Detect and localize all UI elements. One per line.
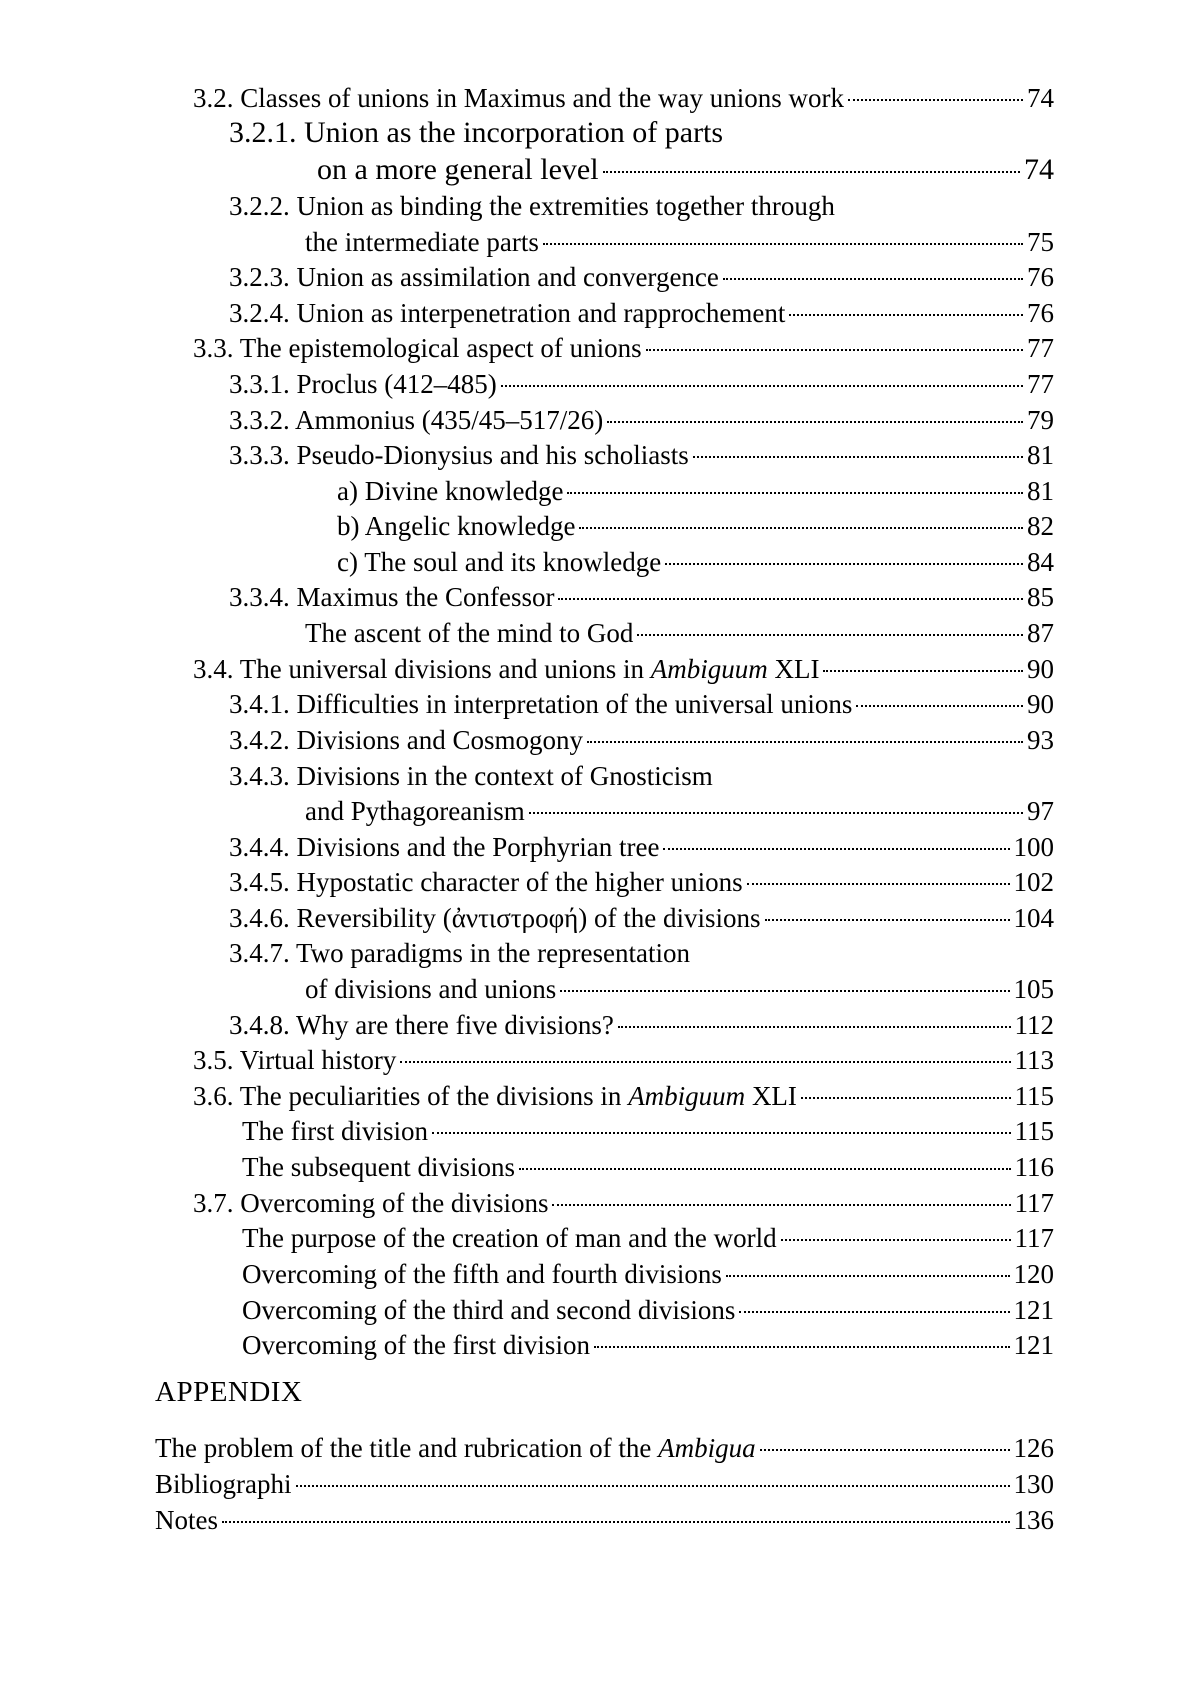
page-number: 113 <box>1014 1045 1054 1075</box>
toc-entry <box>337 544 1054 580</box>
toc-entry <box>229 366 1054 402</box>
page-number: 120 <box>1013 1259 1054 1289</box>
toc-entry <box>229 259 1054 295</box>
entry-title-text: 3.3.3. Pseudo-Dionysius and his scholiasts <box>229 440 689 470</box>
entry-title-text: 3.3.2. Ammonius (435/45–517/26) <box>229 405 604 435</box>
toc-entry <box>193 1042 1054 1078</box>
toc-entry-first-line: 3.2.1. Union as the incorporation of parts <box>229 116 724 149</box>
toc-entry-title <box>229 864 743 900</box>
entry-title-text: 3.4.2. Divisions and Cosmogony <box>229 725 584 755</box>
entry-title-italic: Ambiguum <box>628 1081 746 1111</box>
page-number: 85 <box>1027 582 1054 612</box>
entry-title-text: 3.4.4. Divisions and the Porphyrian tree <box>229 832 660 862</box>
toc-entry-first-line: 3.4.3. Divisions in the context of Gnosticism <box>229 761 713 791</box>
appendix-entry <box>155 1430 1054 1466</box>
entry-title-text: The first division <box>242 1116 428 1146</box>
page-number: 81 <box>1027 476 1054 506</box>
toc-entry <box>229 686 1054 722</box>
toc-entry-title <box>229 900 761 936</box>
dot-leader <box>789 314 1023 316</box>
entry-title-text: 3.3. The epistemological aspect of unions <box>193 333 642 363</box>
toc-entry <box>229 829 1054 865</box>
dot-leader <box>726 1275 1010 1277</box>
toc-entry <box>242 1292 1054 1328</box>
toc-entry-title <box>242 1327 590 1363</box>
toc-entry <box>229 295 1054 331</box>
toc-entry-first-line: 3.4.7. Two paradigms in the representation <box>229 938 691 968</box>
entry-title-text: 3.7. Overcoming of the divisions <box>193 1188 549 1218</box>
toc-entry-title <box>242 1149 515 1185</box>
page-number: 75 <box>1027 227 1054 257</box>
dot-leader <box>765 919 1010 921</box>
page-number: 81 <box>1027 440 1054 470</box>
entry-title-text: 3.3.4. Maximus the Confessor <box>229 582 555 612</box>
dot-leader <box>552 1204 1010 1206</box>
dot-leader <box>529 812 1023 814</box>
dot-leader <box>558 598 1023 600</box>
dot-leader <box>739 1311 1009 1313</box>
page-number: 104 <box>1013 903 1054 933</box>
entry-title-text: Overcoming of the fifth and fourth divisions <box>242 1259 722 1289</box>
toc-entry-title <box>229 402 603 438</box>
entry-title-text: Overcoming of the first division <box>242 1330 590 1360</box>
dot-leader <box>693 456 1023 458</box>
dot-leader <box>856 705 1023 707</box>
page-number: 102 <box>1013 867 1054 897</box>
page-number: 97 <box>1027 796 1054 826</box>
toc-entry <box>305 615 1054 651</box>
toc-entry-title <box>337 508 575 544</box>
toc-entry-title <box>305 971 556 1007</box>
toc-entry <box>242 1149 1054 1185</box>
appendix-heading: APPENDIX <box>155 1376 303 1408</box>
entry-title-text: c) The soul and its knowledge <box>337 547 662 577</box>
entry-title-text: 3.4.1. Difficulties in interpretation of the universal unions <box>229 689 853 719</box>
toc-entry <box>337 473 1054 509</box>
entry-title-text: 3.2.4. Union as interpenetration and rapprochement <box>229 298 786 328</box>
page-number: 90 <box>1027 654 1054 684</box>
dot-leader <box>781 1239 1011 1241</box>
toc-entry-title <box>229 829 659 865</box>
appendix-entry-title <box>155 1430 756 1466</box>
page-number: 93 <box>1027 725 1054 755</box>
page-number: 117 <box>1014 1188 1054 1218</box>
page-number: 126 <box>1013 1433 1054 1463</box>
page-number: 112 <box>1014 1010 1054 1040</box>
toc-entry <box>305 224 1054 260</box>
dot-leader <box>618 1026 1011 1028</box>
entry-title-text: on a more general level <box>317 153 599 186</box>
entry-title-text: 3.4.6. Reversibility (ἀντιστροφή) of the divisions <box>229 903 761 933</box>
toc-entry-title <box>229 366 497 402</box>
entry-title-text: Bibliographi <box>155 1469 292 1499</box>
toc-entry-title <box>337 473 563 509</box>
toc-entry <box>337 508 1054 544</box>
entry-title-text: a) Divine knowledge <box>337 476 564 506</box>
dot-leader <box>646 349 1023 351</box>
appendix-entry <box>155 1502 1054 1538</box>
toc-entry-title <box>242 1220 777 1256</box>
dot-leader <box>560 990 1009 992</box>
page-number: 87 <box>1027 618 1054 648</box>
page-number: 74 <box>1024 153 1054 186</box>
dot-leader <box>594 1346 1010 1348</box>
entry-title-suffix: XLI <box>745 1081 797 1111</box>
page-number: 90 <box>1027 689 1054 719</box>
dot-leader <box>579 527 1023 529</box>
toc-entry-title <box>229 259 719 295</box>
toc-entry <box>229 1007 1054 1043</box>
page-number: 121 <box>1013 1295 1054 1325</box>
dot-leader <box>663 848 1009 850</box>
entry-title-text: The problem of the title and rubrication of the <box>155 1433 659 1463</box>
toc-entry-title <box>229 686 852 722</box>
toc-entry-title <box>337 544 661 580</box>
dot-leader <box>543 243 1023 245</box>
page-number: 105 <box>1013 974 1054 1004</box>
toc-entry <box>229 864 1054 900</box>
entry-title-text: 3.3.1. Proclus (412–485) <box>229 369 497 399</box>
toc-entry <box>193 651 1054 687</box>
page-number: 100 <box>1013 832 1054 862</box>
entry-title-text: 3.2.3. Union as assimilation and convergence <box>229 262 719 292</box>
entry-title-text: Overcoming of the third and second divisions <box>242 1295 736 1325</box>
entry-title-text: 3.5. Virtual history <box>193 1045 397 1075</box>
entry-title-text: the intermediate parts <box>305 227 539 257</box>
toc-entry <box>242 1327 1054 1363</box>
dot-leader <box>823 670 1023 672</box>
page-number: 117 <box>1014 1223 1054 1253</box>
entry-title-text: The ascent of the mind to God <box>305 618 634 648</box>
dot-leader <box>501 385 1023 387</box>
entry-title-suffix: XLI <box>767 654 820 684</box>
page-number: 79 <box>1027 405 1054 435</box>
toc-entry-title <box>193 330 642 366</box>
toc-entry-title <box>229 295 785 331</box>
entry-title-text: 3.4.5. Hypostatic character of the higher unions <box>229 867 743 897</box>
dot-leader <box>665 563 1023 565</box>
appendix-entry-title <box>155 1466 292 1502</box>
entry-title-text: 3.4.8. Why are there five divisions? <box>229 1010 614 1040</box>
dot-leader <box>603 171 1020 173</box>
toc-entry-title <box>242 1292 735 1328</box>
toc-entry-title <box>193 1078 797 1114</box>
toc-entry-title <box>193 651 819 687</box>
dot-leader <box>587 741 1023 743</box>
toc-entry <box>229 402 1054 438</box>
page-number: 76 <box>1027 298 1054 328</box>
toc-entry-title <box>193 1042 396 1078</box>
dot-leader <box>607 421 1023 423</box>
toc-entry <box>193 1185 1054 1221</box>
entry-title-text: and Pythagoreanism <box>305 796 525 826</box>
toc-entry-title <box>229 579 554 615</box>
toc-entry-title <box>193 80 844 116</box>
toc-entry <box>317 152 1054 188</box>
toc-entry <box>242 1256 1054 1292</box>
toc-entry <box>305 793 1054 829</box>
toc-entry-title <box>229 722 583 758</box>
toc-entry <box>229 900 1054 936</box>
dot-leader <box>801 1097 1011 1099</box>
toc-entry-title <box>242 1256 722 1292</box>
dot-leader <box>296 1485 1010 1487</box>
page-number: 76 <box>1027 262 1054 292</box>
page-number: 77 <box>1027 369 1054 399</box>
appendix-entry-title <box>155 1502 218 1538</box>
toc-entry-title <box>305 615 633 651</box>
entry-title-text: 3.6. The peculiarities of the divisions in <box>193 1081 629 1111</box>
entry-title-text: b) Angelic knowledge <box>337 511 576 541</box>
toc-entry <box>193 80 1054 116</box>
toc-entry-title <box>193 1185 548 1221</box>
page-number: 130 <box>1013 1469 1054 1499</box>
toc-entry <box>229 722 1054 758</box>
dot-leader <box>747 883 1010 885</box>
appendix-entry <box>155 1466 1054 1502</box>
page-number: 116 <box>1014 1152 1054 1182</box>
dot-leader <box>637 634 1023 636</box>
dot-leader <box>432 1132 1011 1134</box>
page-number: 84 <box>1027 547 1054 577</box>
entry-title-text: of divisions and unions <box>305 974 557 1004</box>
dot-leader <box>400 1061 1010 1063</box>
toc-entry-first-line: 3.2.2. Union as binding the extremities together through <box>229 191 835 221</box>
dot-leader <box>519 1168 1011 1170</box>
toc-entry-title <box>317 152 599 188</box>
page-number: 77 <box>1027 333 1054 363</box>
toc-entry <box>193 1078 1054 1114</box>
page-number: 121 <box>1013 1330 1054 1360</box>
page-number: 74 <box>1027 83 1054 113</box>
dot-leader <box>567 492 1023 494</box>
toc-entry <box>193 330 1054 366</box>
entry-title-text: Notes <box>155 1505 218 1535</box>
toc-entry <box>242 1220 1054 1256</box>
dot-leader <box>848 99 1023 101</box>
toc-entry <box>305 971 1054 1007</box>
page-number: 82 <box>1027 511 1054 541</box>
entry-title-italic: Ambiguum <box>650 654 768 684</box>
dot-leader <box>222 1521 1010 1523</box>
dot-leader <box>760 1449 1010 1451</box>
entry-title-text: 3.4. The universal divisions and unions in <box>193 654 651 684</box>
toc-entry-title <box>229 437 689 473</box>
toc-entry-title <box>305 793 525 829</box>
page-number: 115 <box>1014 1116 1054 1146</box>
toc-entry <box>242 1113 1054 1149</box>
toc-entry-title <box>305 224 539 260</box>
page-number: 115 <box>1014 1081 1054 1111</box>
dot-leader <box>723 278 1023 280</box>
page-number: 136 <box>1013 1505 1054 1535</box>
toc-entry-title <box>242 1113 428 1149</box>
entry-title-text: The purpose of the creation of man and the world <box>242 1223 777 1253</box>
toc-entry <box>229 437 1054 473</box>
entry-title-text: 3.2. Classes of unions in Maximus and the way unions work <box>193 83 844 113</box>
toc-entry-title <box>229 1007 614 1043</box>
toc-entry <box>229 579 1054 615</box>
entry-title-text: The subsequent divisions <box>242 1152 515 1182</box>
entry-title-italic: Ambigua <box>658 1433 756 1463</box>
